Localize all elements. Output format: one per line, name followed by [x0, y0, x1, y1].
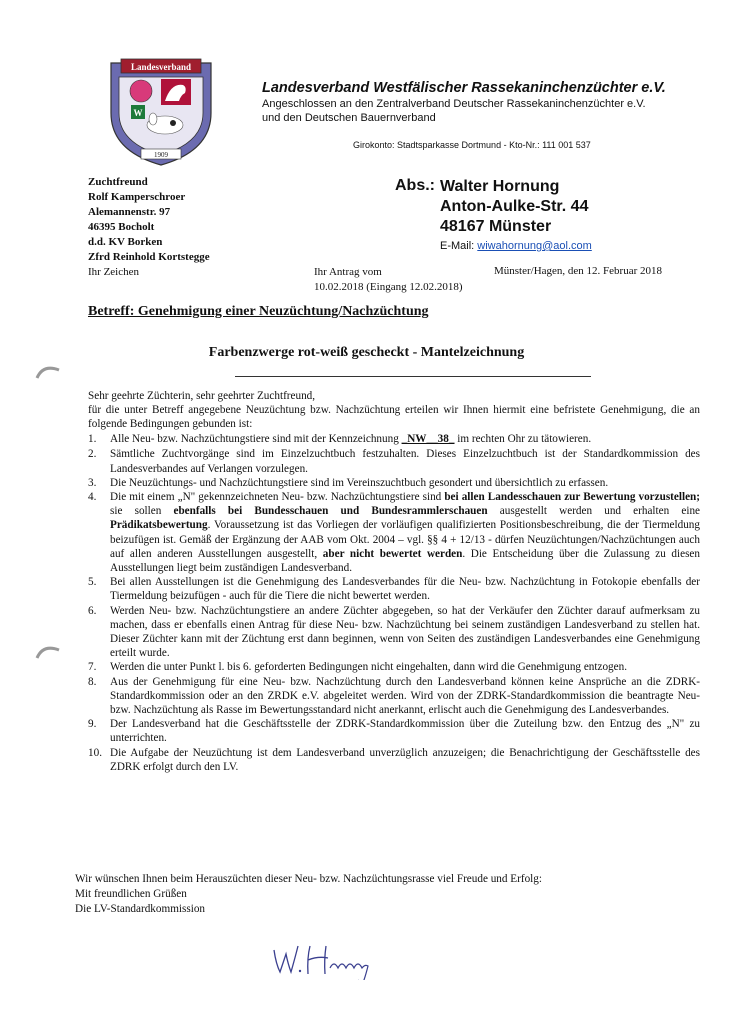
condition-item	[88, 675, 700, 718]
condition-item	[88, 717, 700, 745]
condition-text: Die mit einem „N" gekennzeichneten Neu- bzw. Nachzüchtungstiere sind	[110, 490, 445, 503]
affiliation-line-1: Angeschlossen an den Zentralverband Deutscher Rassekaninchenzüchter e.V.	[262, 98, 646, 110]
sender-name: Walter Hornung	[440, 178, 560, 195]
recipient-address	[88, 175, 210, 280]
request-label: Ihr Antrag vom	[314, 266, 382, 278]
closing-wish: Wir wünschen Ihnen beim Herauszüchten dieser Neu- bzw. Nachzüchtungsrasse viel Freude und Erfolg:	[75, 873, 542, 885]
recipient-salutation: Zuchtfreund	[88, 176, 148, 188]
recipient-street: Alemannenstr. 97	[88, 206, 171, 218]
bank-account: Girokonto: Stadtsparkasse Dortmund - Kto-Nr.: 111 001 537	[353, 140, 591, 150]
emphasis: bei allen Landesschauen zur Bewertung vorzustellen;	[444, 490, 700, 503]
affiliation-line-2: und den Deutschen Bauernverband	[262, 112, 436, 124]
condition-item	[88, 447, 700, 475]
condition-number: 3.	[88, 476, 97, 489]
condition-text: Alle Neu- bzw. Nachzüchtungstiere sind mit der Kennzeichnung	[110, 432, 402, 445]
greeting: Sehr geehrte Züchterin, sehr geehrter Zuchtfreund,	[88, 390, 316, 402]
condition-text: sie sollen	[110, 505, 174, 518]
request-date: 10.02.2018 (Eingang 12.02.2018)	[314, 281, 463, 293]
logo-letter: W	[133, 108, 143, 118]
tattoo-mark: _NW__38_	[401, 432, 455, 445]
condition-item	[88, 575, 700, 603]
condition-text: Die Neuzüchtungs- und Nachzüchtungstiere sind im Vereinszuchtbuch gesondert und übersichtlich zu erfassen.	[110, 476, 609, 489]
reference-label: Ihr Zeichen	[88, 266, 139, 278]
condition-text: Bei allen Ausstellungen ist die Genehmigung des Landesverbandes für die Neu- bzw. Nachzüchtung in Fotokopie ebenfalls der Tiermeldung beizufügen - auch für die Tiere die nicht bewertet werden.	[110, 576, 700, 603]
condition-number: 2.	[88, 448, 97, 461]
condition-number: 10.	[88, 746, 102, 759]
intro-paragraph: für die unter Betreff angegebene Neuzüchtung bzw. Nachzüchtung erteilen wir Ihnen hiermit eine befristete Genehmigung, die an folgende Bedingungen gebunden ist:	[88, 404, 700, 431]
condition-text: Werden die unter Punkt l. bis 6. geforderten Bedingungen nicht eingehalten, dann wird die Genehmigung entzogen.	[110, 661, 628, 674]
sender-label: Abs.:	[395, 177, 435, 194]
condition-number: 1.	[88, 432, 97, 445]
condition-item	[88, 660, 700, 674]
subject-title: Farbenzwerge rot-weiß gescheckt - Mantelzeichnung	[208, 345, 525, 360]
signatory: Die LV-Standardkommission	[75, 903, 206, 915]
email-link[interactable]: wiwahornung@aol.com	[477, 240, 592, 252]
condition-text: Die Aufgabe der Neuzüchtung ist dem Landesverband unverzüglich anzuzeigen; die Benachrichtigung der Geschäftsstelle des ZDRK erfolgt durch den LV.	[110, 746, 700, 773]
punch-hole	[33, 360, 63, 386]
condition-text: . Voraussetzung ist das Vorliegen der vorläufigen qualifizierten Positionsbeschreibung, die der Tiermeldung beizufügen ist. Gemäß der Ergänzung der AAB vom Okt. 2004 – vgl. §§ 4 + 12/13 - dürfen Neuzüchtungen/Nachzüchtungen auch auf allen anderen Ausstellungen ausgestellt,	[110, 519, 700, 560]
email-label: E-Mail:	[440, 240, 475, 252]
handwritten-signature	[268, 938, 378, 980]
condition-text: ausgestellt werden und erhalten eine	[487, 505, 700, 518]
sender-address	[440, 177, 588, 237]
conditions-list	[88, 432, 700, 774]
condition-text: Werden Neu- bzw. Nachzüchtungstiere an andere Züchter abgegeben, so hat der Verkäufer den Züchter darauf aufmerksam zu machen, dass er ebenfalls einen Antrag für diese Neu- bzw. Nachzüchtung bei seinem zuständigen Landesverband zu stellen hat. Dieser Züchter kann mit der Züchtung erst dann beginnen, wenn von Seiten des zuständigen Landesverbandes eine Genehmigung erteilt wurde.	[110, 604, 700, 660]
recipient-name: Rolf Kamperschroer	[88, 191, 186, 203]
emphasis: Prädikatsbewertung	[110, 519, 208, 532]
divider	[235, 376, 591, 377]
condition-item	[88, 490, 700, 575]
condition-number: 5.	[88, 576, 97, 589]
sender-street: Anton-Aulke-Str. 44	[440, 198, 589, 215]
request-info	[314, 265, 462, 295]
letter-body	[88, 389, 700, 774]
closing-block	[75, 872, 542, 917]
org-name: Landesverband Westfälischer Rassekaninchenzüchter e.V.	[262, 80, 666, 96]
closing-regards: Mit freundlichen Grüßen	[75, 888, 187, 900]
emphasis: aber nicht bewertet werden	[322, 547, 463, 560]
recipient-club: d.d. KV Borken	[88, 236, 163, 248]
condition-text: . Die Entscheidung über die Zulassung zu diesen Ausstellungen liegt beim zuständigen Landesverband.	[110, 547, 700, 574]
condition-text: im rechten Ohr zu tätowieren.	[454, 432, 592, 445]
emphasis: ebenfalls bei Bundesschauen und Bundesrammlerschauen	[173, 505, 488, 518]
punch-hole	[33, 640, 63, 666]
association-logo	[103, 55, 219, 167]
logo-year: 1909	[154, 151, 168, 159]
sender-email-line	[440, 240, 592, 252]
condition-item	[88, 604, 700, 661]
subject-line: Betreff: Genehmigung einer Neuzüchtung/Nachzüchtung	[88, 304, 429, 319]
condition-number: 4.	[88, 490, 97, 503]
condition-number: 9.	[88, 718, 97, 731]
condition-item	[88, 746, 700, 774]
condition-item	[88, 476, 700, 490]
place-date: Münster/Hagen, den 12. Februar 2018	[494, 265, 663, 277]
condition-text: Aus der Genehmigung für eine Neu- bzw. Nachzüchtung durch den Landesverband können keine Ansprüche an die ZDRK-Standardkommission oder an den ZRDK e.V. abgeleitet werden. Wird von der ZDRK-Standardkommission die beantragte Neu- bzw. Nachzüchtung als Rasse im Bewertungsstandard nicht anerkannt, erlischt auch die Genehmigung des Landesverbandes.	[110, 675, 700, 716]
condition-item	[88, 432, 700, 446]
logo-banner-text: Landesverband	[130, 62, 192, 72]
condition-number: 6.	[88, 604, 97, 617]
condition-text: Der Landesverband hat die Geschäftsstelle der ZDRK-Standardkommission über die Zuteilung bzw. den Entzug des „N" zu unterrichten.	[110, 718, 700, 745]
condition-number: 7.	[88, 661, 97, 674]
recipient-city: 46395 Bocholt	[88, 221, 155, 233]
condition-number: 8.	[88, 675, 97, 688]
condition-text: Sämtliche Zuchtvorgänge sind im Einzelzuchtbuch festzuhalten. Dieses Einzelzuchtbuch ist der Standardkommission des Landesverbandes auf Verlangen vorzulegen.	[110, 448, 700, 475]
recipient-via: Zfrd Reinhold Kortstegge	[88, 251, 210, 263]
sender-city: 48167 Münster	[440, 218, 552, 235]
